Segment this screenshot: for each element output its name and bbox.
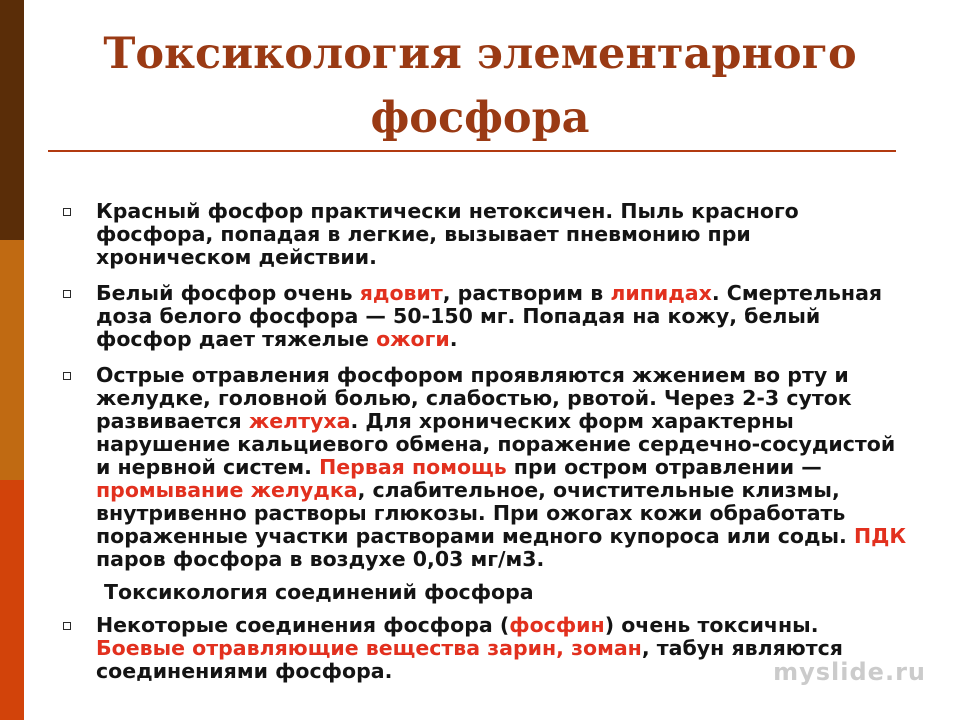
title-divider	[48, 150, 896, 152]
bullet-text: Белый фосфор очень ядовит, растворим в липидах. Смертельная доза белого фосфора — 50-150 мг. Попадая на кожу, белый фосфор дает тяжелые ожоги.	[96, 281, 883, 351]
highlight-term: промывание желудка	[96, 478, 358, 502]
bullet-text: Красный фосфор практически нетоксичен. Пыль красного фосфора, попадая в легкие, вызывает пневмонию при хроническом действии.	[96, 199, 799, 269]
highlight-term: желтуха	[248, 409, 351, 433]
decor-band-middle	[0, 240, 24, 480]
bullet-text: Острые отравления фосфором проявляются жжением во рту и желудке, головной болью, слабостью, рвотой. Через 2-3 суток развивается желтуха. Для хронических форм характерны нарушение кальциевого обмена, поражение сердечно-сосудистой и нервной систем. Первая помощь при остром отравлении — промывание желудка, слабительное, очистительные клизмы, внутривенно растворы глюкозы. При ожогах кожи обработать пораженные участки растворами медного купороса или соды. ПДК паров фосфора в воздухе 0,03 мг/м3.	[96, 363, 907, 571]
left-decor-bar	[0, 0, 24, 720]
square-bullet-icon	[63, 622, 71, 630]
bullet-text: Некоторые соединения фосфора (фосфин) очень токсичны. Боевые отравляющие вещества зарин, зоман, табун являются соединениями фосфора.	[96, 613, 843, 683]
decor-band-top	[0, 0, 24, 240]
highlight-term: ПДК	[853, 524, 907, 548]
bullet-item-white-phosphorus	[60, 282, 910, 351]
bullet-item-acute-poisoning	[60, 364, 910, 571]
highlight-term: Боевые отравляющие вещества зарин, зоман	[96, 636, 642, 660]
highlight-term: ожоги	[376, 327, 450, 351]
bullet-item-red-phosphorus	[60, 200, 910, 269]
highlight-term: ядовит	[359, 281, 443, 305]
highlight-term: липидах	[610, 281, 712, 305]
section-subheading: Токсикология соединений фосфора	[104, 580, 534, 604]
decor-band-bottom	[0, 480, 24, 720]
watermark: myslide.ru	[773, 658, 926, 686]
square-bullet-icon	[63, 372, 71, 380]
square-bullet-icon	[63, 290, 71, 298]
slide-content	[60, 200, 910, 696]
highlight-term: Первая помощь	[319, 455, 507, 479]
highlight-term: фосфин	[509, 613, 605, 637]
slide-title: Токсикология элементарного фосфора	[103, 29, 857, 143]
square-bullet-icon	[63, 208, 71, 216]
